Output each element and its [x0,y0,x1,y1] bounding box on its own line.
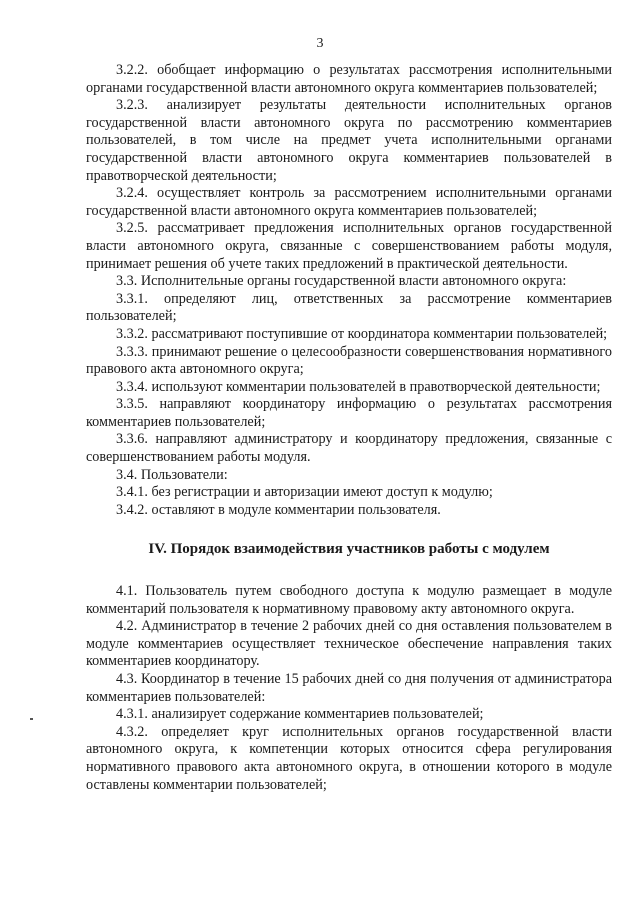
paragraph: 3.3.6. направляют администратору и координатору предложения, связанные с совершенствованием работы модуля. [86,431,612,466]
paragraph: 3.3.5. направляют координатору информацию о результатах рассмотрения комментариев пользователей; [86,396,612,430]
section-heading: IV. Порядок взаимодействия участников работы с модулем [148,541,550,558]
paragraph: 3.3.1. определяют лиц, ответственных за рассмотрение комментариев пользователей; [86,290,612,325]
document-body [86,62,612,794]
paragraph: 3.2.5. рассматривает предложения исполнительных органов государственной власти автономного округа, связанные с совершенствованием работы модуля, принимает решения об учете таких предложений в практической деятельности. [86,220,612,272]
paragraph: 3.3.2. рассматривают поступившие от координатора комментарии пользователей; [116,325,608,342]
paragraph: 4.3.1. анализирует содержание комментариев пользователей; [116,706,484,723]
paragraph: 3.3. Исполнительные органы государственной власти автономного округа: [116,273,567,290]
paragraph: 3.4. Пользователи: [116,466,228,483]
section-iii-continued [86,62,612,519]
section-iv-body [86,583,612,794]
paragraph: 4.3.2. определяет круг исполнительных органов государственной власти автономного округа, к компетенции которых относится сфера регулирования нормативного правового акта автономного округа, в отношении которого в модуле оставлены комментарии пользователей; [86,723,612,793]
paragraph: 4.1. Пользователь путем свободного доступа к модулю размещает в модуле комментарий пользователя к нормативному правовому акту автономного округа. [86,583,612,617]
page-number: 3 [316,36,324,51]
paragraph: 3.3.4. используют комментарии пользователей в правотворческой деятельности; [116,378,601,395]
paragraph: 3.2.3. анализирует результаты деятельности исполнительных органов государственной власти автономного округа по рассмотрению комментариев пользователей, в том числе на предмет учета исполнительными органами государственной власти автономного округа комментариев пользователей в правотворческой деятельности; [86,97,612,184]
scan-artifact [30,718,33,720]
paragraph: 3.4.1. без регистрации и авторизации имеют доступ к модулю; [116,484,493,501]
paragraph: 3.4.2. оставляют в модуле комментарии пользователя. [116,501,441,518]
paragraph: 3.2.4. осуществляет контроль за рассмотрением исполнительными органами государственной власти автономного округа комментариев пользователей; [86,185,612,219]
paragraph: 4.2. Администратор в течение 2 рабочих дней со дня оставления пользователем в модуле комментариев осуществляет техническое обеспечение направления таких комментариев координатору. [86,618,612,670]
paragraph: 3.2.2. обобщает информацию о результатах рассмотрения исполнительными органами государственной власти автономного округа комментариев пользователей; [86,62,612,96]
paragraph: 4.3. Координатор в течение 15 рабочих дней со дня получения от администратора комментариев пользователей: [86,671,612,705]
paragraph: 3.3.3. принимают решение о целесообразности совершенствования нормативного правового акта автономного округа; [86,343,612,378]
